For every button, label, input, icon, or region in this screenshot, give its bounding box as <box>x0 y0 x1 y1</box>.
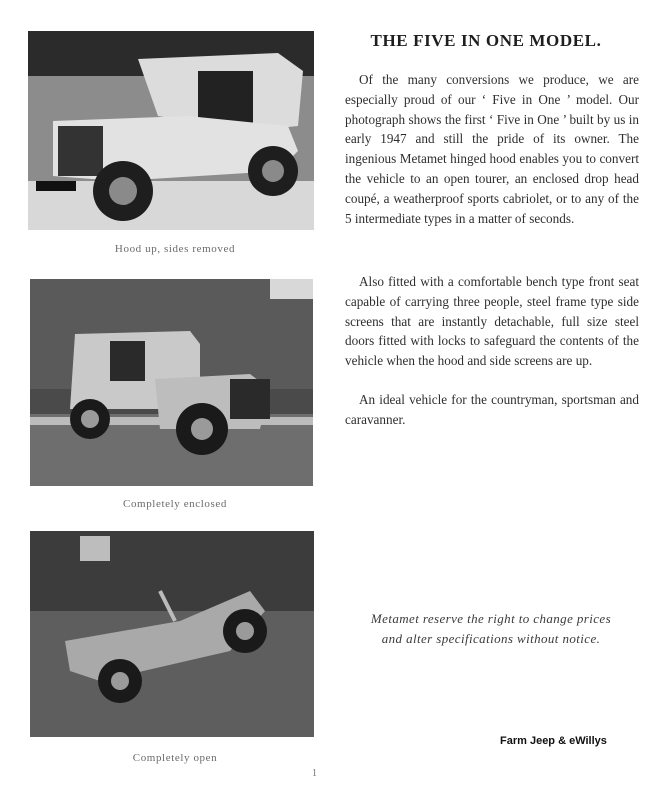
caption-completely-enclosed: Completely enclosed <box>123 498 227 510</box>
paragraph-features: Also fitted with a comfortable bench type front seat capable of carrying three people, steel frame type side screens that are instantly detachable, full size steel doors fitted with locks to safeguard the contents of the vehicle when the hood and side screens are up. <box>345 274 639 369</box>
price-notice <box>336 609 646 649</box>
jeep-open-image <box>30 531 314 737</box>
photo-completely-open <box>30 531 314 737</box>
jeep-enclosed-image <box>30 279 313 486</box>
paragraph-intro: Of the many conversions we produce, we are especially proud of our ‘ Five in One ’ model. Our photograph shows the first ‘ Five in One ’ built by us in early 1947 and still the pride of its owner. The ingenious Metamet hinged hood enables you to convert the vehicle to an open tourer, an enclosed drop head coupé, a weatherproof sports cabriolet, or to any of the 5 intermediate types in a matter of seconds. <box>345 72 639 226</box>
photo-completely-enclosed <box>30 279 313 486</box>
price-notice-line-2: and alter specifications without notice. <box>381 631 601 646</box>
page-title: THE FIVE IN ONE MODEL. <box>370 31 602 50</box>
caption-hood-up: Hood up, sides removed <box>114 243 236 255</box>
price-notice-line-1: Metamet reserve the right to change prices <box>370 611 612 626</box>
page-number: 1 <box>312 768 317 779</box>
caption-completely-open: Completely open <box>132 752 218 764</box>
source-credit: Farm Jeep & eWillys <box>500 735 607 747</box>
photo-hood-up <box>28 31 314 230</box>
paragraph-ideal-vehicle: An ideal vehicle for the countryman, sportsman and caravanner. <box>345 392 639 427</box>
jeep-hood-up-image <box>28 31 314 230</box>
